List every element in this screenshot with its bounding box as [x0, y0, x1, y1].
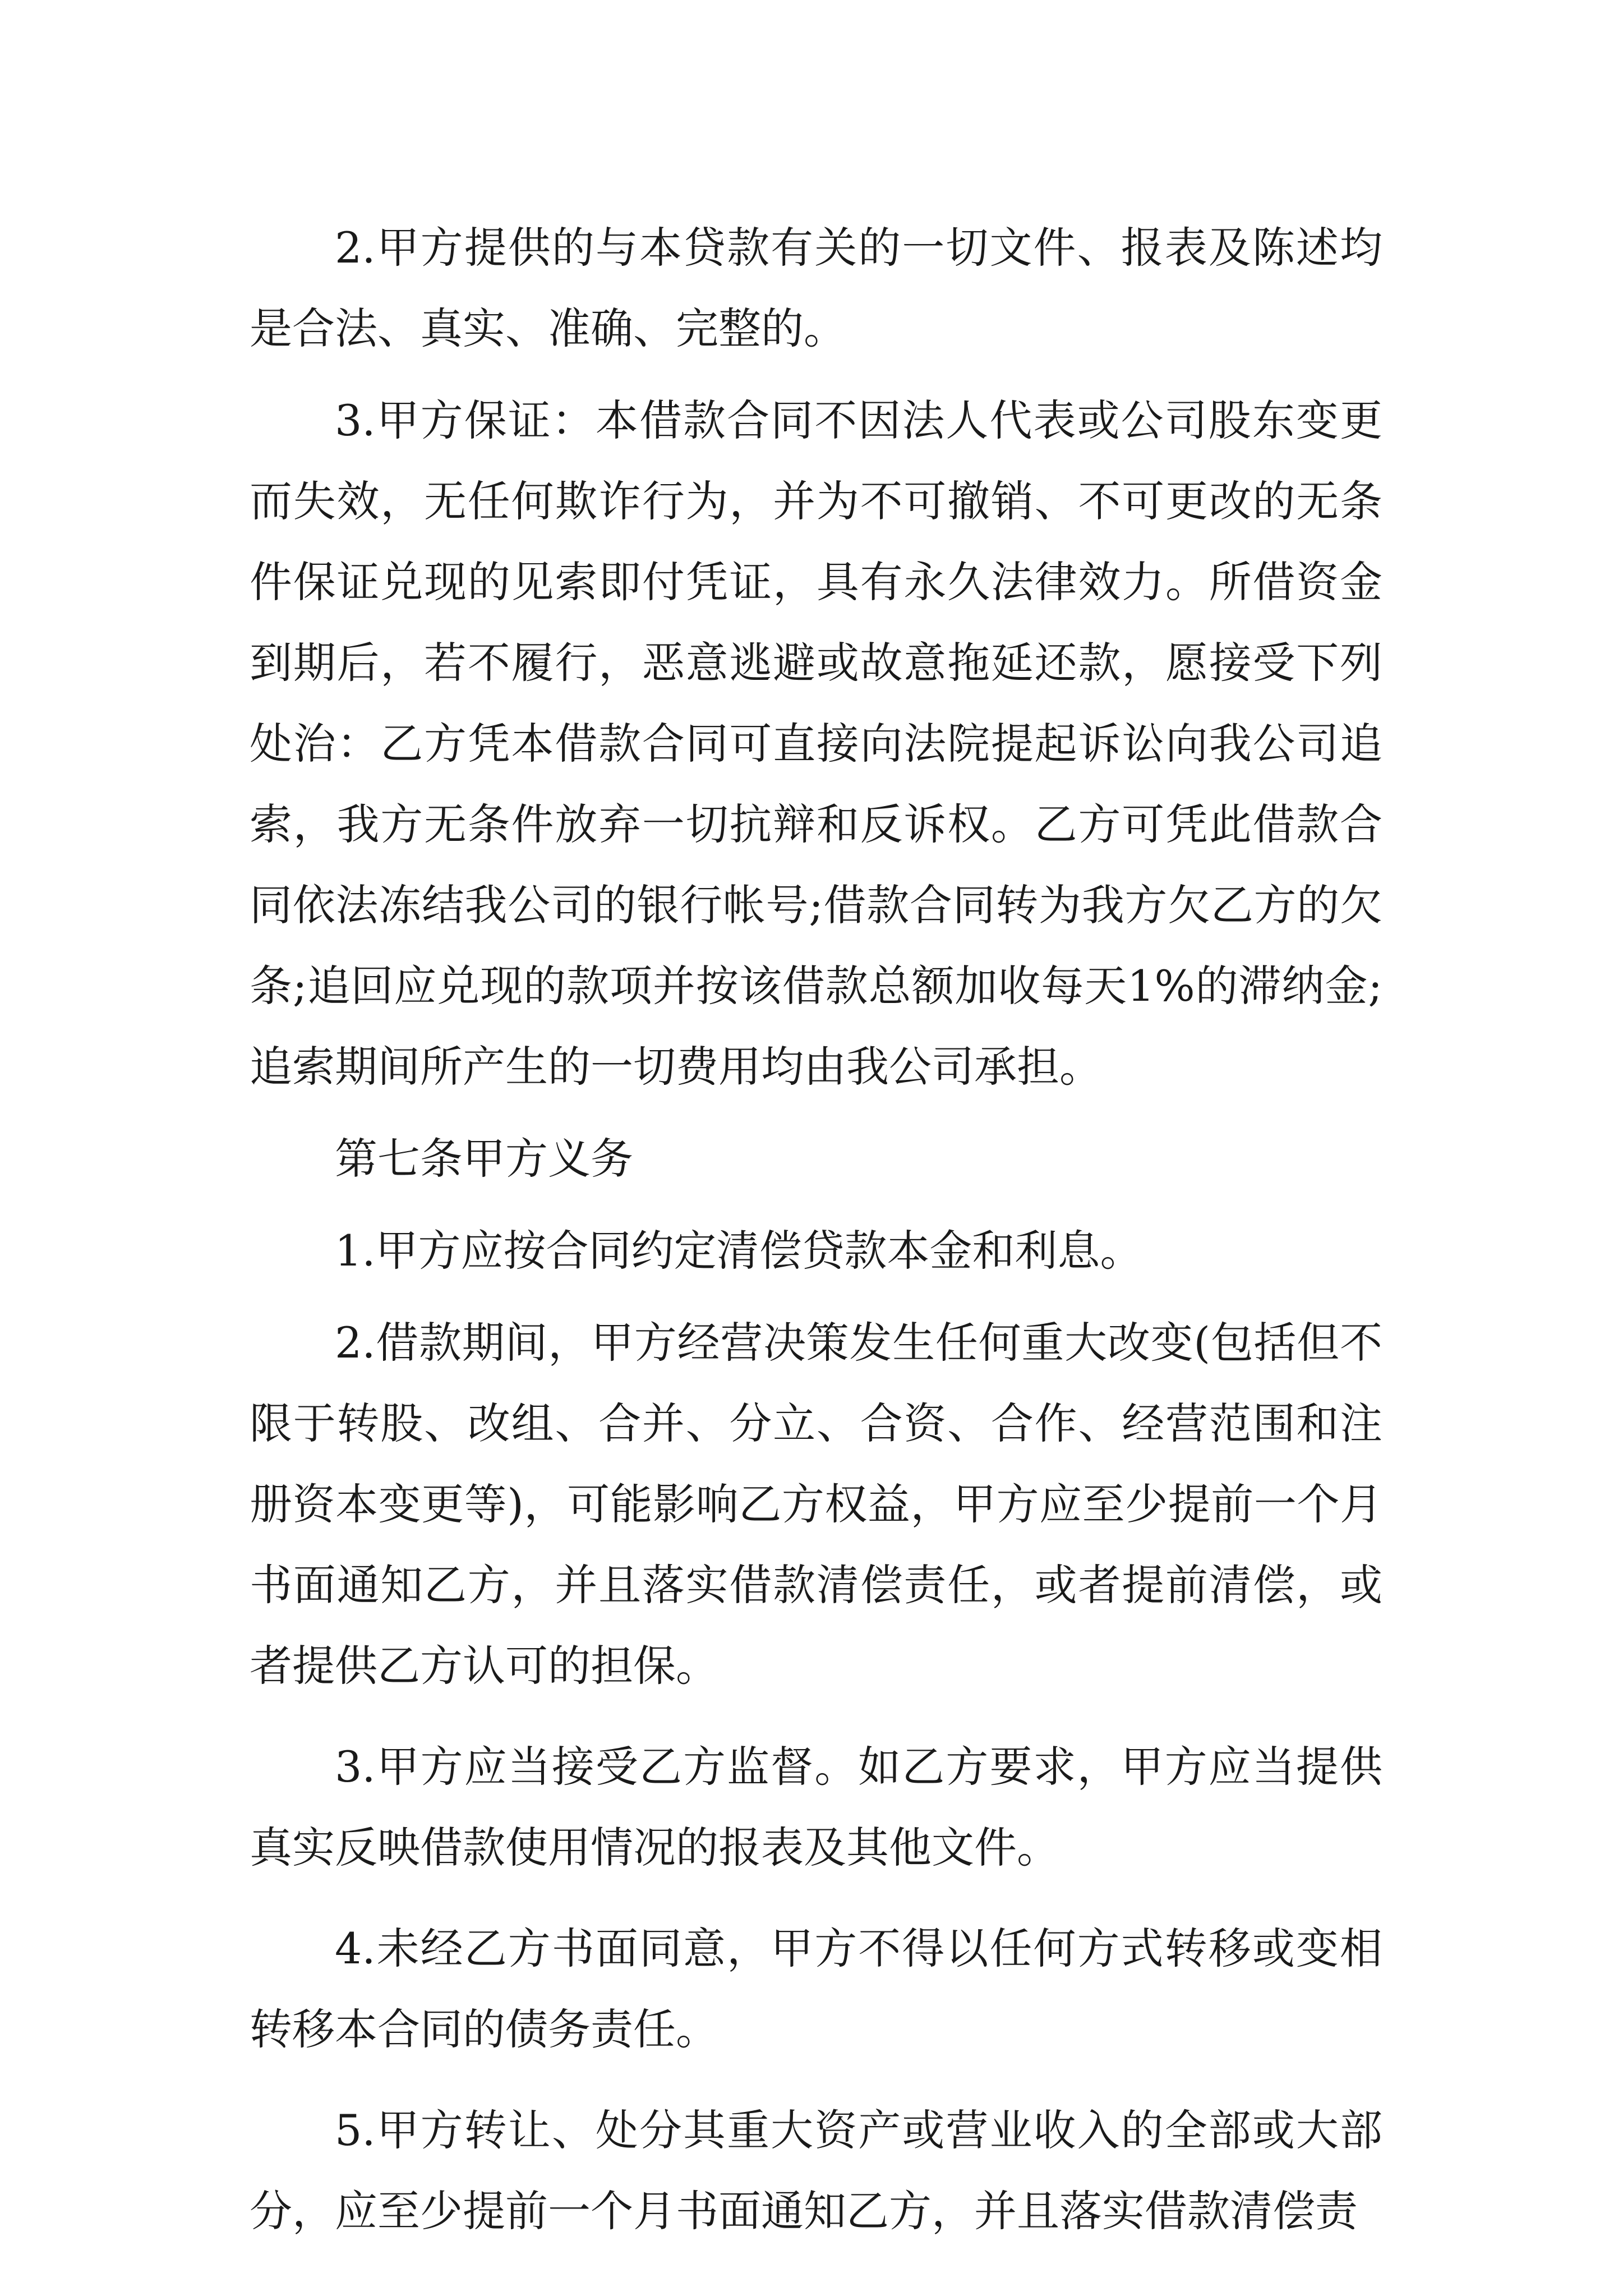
paragraph-6: 4.未经乙方书面同意，甲方不得以任何方式转移或变相转移本合同的债务责任。: [250, 1924, 1382, 2054]
paragraph-2: 3.甲方保证：本借款合同不因法人代表或公司股东变更而失效，无任何欺诈行为，并为不可撤销、不可更改的无条件保证兑现的见索即付凭证，具有永久法律效力。所借资金到期后，若不履行，恶意逃避或故意拖延还款，愿接受下列处治：乙方凭本借款合同可直接向法院提起诉讼向我公司追索，我方无条件放弃一切抗辩和反诉权。乙方可凭此借款合同依法冻结我公司的银行帐号;借款合同转为我方欠乙方的欠条;追回应兑现的款项并按该借款总额加收每天1%的滞纳金;追索期间所产生的一切费用均由我公司承担。: [250, 395, 1382, 1092]
paragraph-4: 2.借款期间，甲方经营决策发生任何重大改变(包括但不限于转股、改组、合并、分立、合资、合作、经营范围和注册资本变更等)，可能影响乙方权益，甲方应至少提前一个月书面通知乙方，并且落实借款清偿责任，或者提前清偿，或者提供乙方认可的担保。: [250, 1318, 1382, 1691]
paragraph-5: 3.甲方应当接受乙方监督。如乙方要求，甲方应当提供真实反映借款使用情况的报表及其他文件。: [250, 1742, 1382, 1872]
document-body: [250, 208, 1382, 2252]
paragraph-7: 5.甲方转让、处分其重大资产或营业收入的全部或大部分，应至少提前一个月书面通知乙方，并且落实借款清偿责: [250, 2105, 1382, 2236]
paragraph-3: 1.甲方应按合同约定清偿贷款本金和利息。: [335, 1226, 1143, 1276]
paragraph-1: 2.甲方提供的与本贷款有关的一切文件、报表及陈述均是合法、真实、准确、完整的。: [250, 223, 1382, 353]
section-heading-article-7: 第七条甲方义务: [335, 1134, 633, 1184]
